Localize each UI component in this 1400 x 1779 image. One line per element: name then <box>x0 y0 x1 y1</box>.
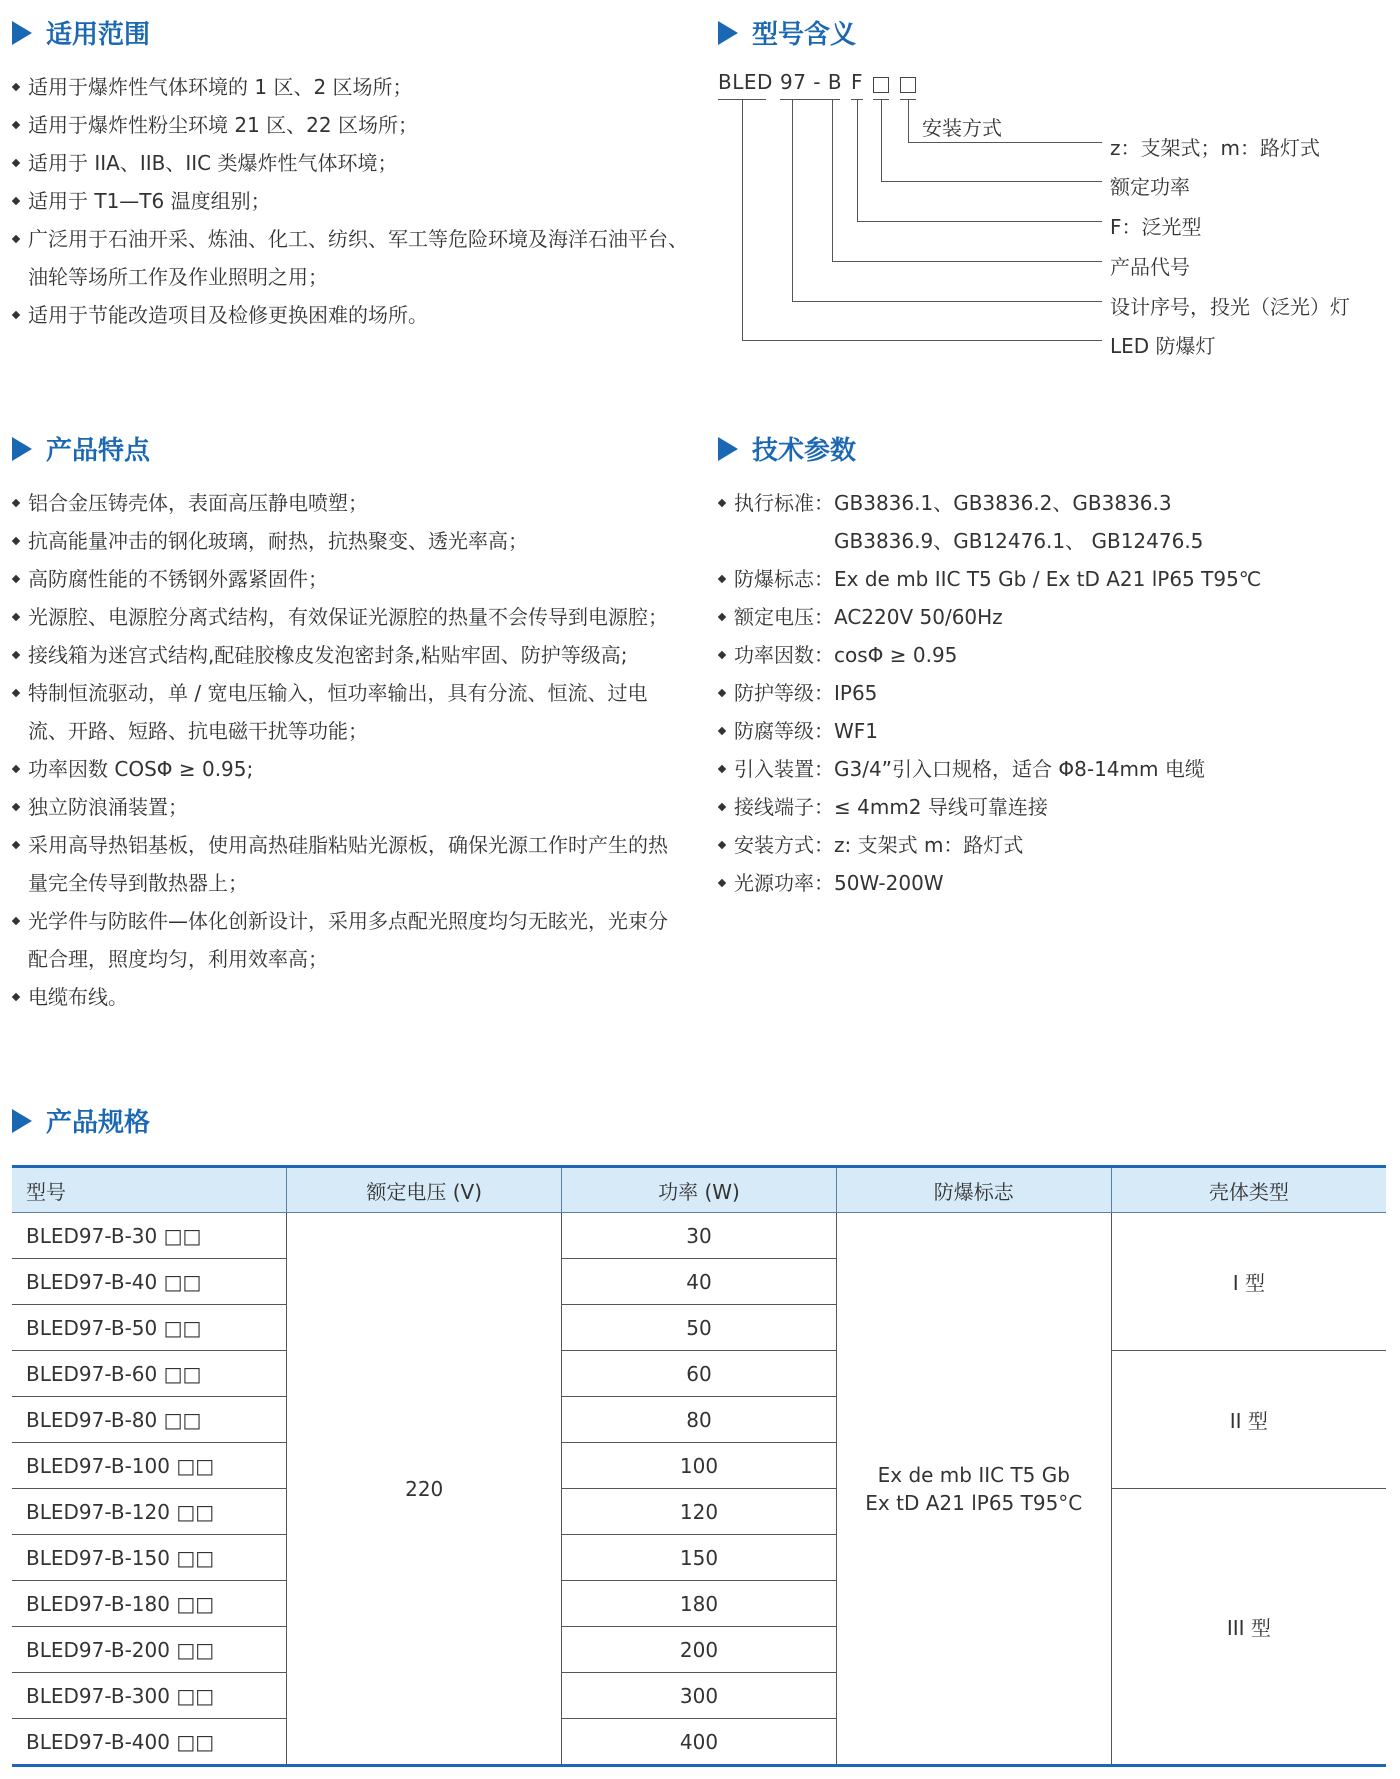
header-housing-type: 壳体类型 <box>1111 1167 1386 1213</box>
cell-model: BLED97-B-300 □□ <box>12 1673 287 1719</box>
features-list <box>12 484 684 1016</box>
list-item: 光学件与防眩件—体化创新设计，采用多点配光照度均匀无眩光，光束分配合理，照度均匀，利用效率高； <box>12 902 684 978</box>
table-header-row <box>12 1167 1386 1213</box>
cell-power: 150 <box>562 1535 837 1581</box>
list-item: 抗高能量冲击的钢化玻璃，耐热，抗热聚变、透光率高； <box>12 522 684 560</box>
param-rated-voltage: 额定电压： AC220V 50/60Hz <box>718 598 1388 636</box>
list-item: 适用于爆炸性气体环境的 1 区、2 区场所； <box>12 68 692 106</box>
table-row <box>12 1489 1386 1535</box>
code-part-f: F <box>851 70 864 94</box>
list-item: 适用于 IIA、IIB、IIC 类爆炸性气体环境； <box>12 144 692 182</box>
param-ex-mark: 防爆标志： Ex de mb IIC T5 Gb / Ex tD A21 lP65 T95℃ <box>718 560 1388 598</box>
cell-housing-type: II 型 <box>1111 1351 1386 1489</box>
param-cable-entry: 引入装置： G3/4”引入口规格，适合 Φ8-14mm 电缆 <box>718 750 1388 788</box>
meaning-mount-options: z：支架式；m：路灯式 <box>1110 136 1320 160</box>
header-voltage: 额定电压 (V) <box>287 1167 562 1213</box>
cell-model: BLED97-B-400 □□ <box>12 1719 287 1766</box>
header-model: 型号 <box>12 1167 287 1213</box>
list-item: 光源腔、电源腔分离式结构，有效保证光源腔的热量不会传导到电源腔； <box>12 598 684 636</box>
param-power-factor: 功率因数： cosΦ ≥ 0.95 <box>718 636 1388 674</box>
model-meaning-title: 型号含义 <box>718 14 856 51</box>
table-row <box>12 1213 1386 1259</box>
cell-power: 40 <box>562 1259 837 1305</box>
cell-power: 300 <box>562 1673 837 1719</box>
cell-model: BLED97-B-80 □□ <box>12 1397 287 1443</box>
list-item: 广泛用于石油开采、炼油、化工、纺织、军工等危险环境及海洋石油平台、油轮等场所工作及作业照明之用； <box>12 220 692 296</box>
param-protection-grade: 防护等级： IP65 <box>718 674 1388 712</box>
meaning-product-code: 产品代号 <box>1110 255 1190 279</box>
cell-power: 200 <box>562 1627 837 1673</box>
cell-power: 400 <box>562 1719 837 1766</box>
cell-power: 30 <box>562 1213 837 1259</box>
cell-power: 180 <box>562 1581 837 1627</box>
scope-list <box>12 68 692 334</box>
cell-model: BLED97-B-150 □□ <box>12 1535 287 1581</box>
list-item: 适用于节能改造项目及检修更换困难的场所。 <box>12 296 692 334</box>
model-code-diagram <box>718 68 1358 368</box>
list-item: 电缆布线。 <box>12 978 684 1016</box>
param-mounting: 安装方式： z: 支架式 m：路灯式 <box>718 826 1388 864</box>
cell-model: BLED97-B-50 □□ <box>12 1305 287 1351</box>
list-item: 高防腐性能的不锈钢外露紧固件； <box>12 560 684 598</box>
cell-model: BLED97-B-180 □□ <box>12 1581 287 1627</box>
header-power: 功率 (W) <box>562 1167 837 1213</box>
spec-title: 产品规格 <box>12 1102 150 1139</box>
list-item: 适用于 T1—T6 温度组别； <box>12 182 692 220</box>
tech-params-title: 技术参数 <box>718 430 856 467</box>
param-light-power: 光源功率： 50W-200W <box>718 864 1388 902</box>
cell-model: BLED97-B-100 □□ <box>12 1443 287 1489</box>
list-item: 特制恒流驱动，单 / 宽电压输入，恒功率输出，具有分流、恒流、过电流、开路、短路、抗电磁干扰等功能； <box>12 674 684 750</box>
triangle-bullet-icon <box>12 21 32 45</box>
scope-title: 适用范围 <box>12 14 150 51</box>
list-item: 适用于爆炸性粉尘环境 21 区、22 区场所； <box>12 106 692 144</box>
cell-housing-type: I 型 <box>1111 1213 1386 1351</box>
cell-model: BLED97-B-200 □□ <box>12 1627 287 1673</box>
param-anticorrosion-grade: 防腐等级： WF1 <box>718 712 1388 750</box>
cell-ex-mark: Ex de mb IIC T5 Gb Ex tD A21 lP65 T95°C <box>836 1213 1111 1766</box>
cell-power: 50 <box>562 1305 837 1351</box>
spec-table <box>12 1165 1386 1767</box>
cell-model: BLED97-B-60 □□ <box>12 1351 287 1397</box>
cell-power: 80 <box>562 1397 837 1443</box>
list-item: 接线箱为迷宫式结构,配硅胶橡皮发泡密封条,粘贴牢固、防护等级高; <box>12 636 684 674</box>
cell-power: 100 <box>562 1443 837 1489</box>
table-row <box>12 1351 1386 1397</box>
cell-model: BLED97-B-120 □□ <box>12 1489 287 1535</box>
cell-power: 60 <box>562 1351 837 1397</box>
triangle-bullet-icon <box>12 1109 32 1133</box>
cell-voltage: 220 <box>287 1213 562 1766</box>
list-item: 采用高导热铝基板，使用高热硅脂粘贴光源板，确保光源工作时产生的热量完全传导到散热器上； <box>12 826 684 902</box>
list-item: 独立防浪涌装置； <box>12 788 684 826</box>
code-part-series: 97 - B <box>780 70 843 94</box>
triangle-bullet-icon <box>718 21 738 45</box>
cell-housing-type: III 型 <box>1111 1489 1386 1766</box>
list-item: 铝合金压铸壳体，表面高压静电喷塑； <box>12 484 684 522</box>
param-standard: 执行标准： GB3836.1、GB3836.2、GB3836.3 GB3836.9、GB12476.1、 GB12476.5 <box>718 484 1388 560</box>
cell-power: 120 <box>562 1489 837 1535</box>
triangle-bullet-icon <box>718 437 738 461</box>
param-terminal: 接线端子： ≤ 4mm2 导线可靠连接 <box>718 788 1388 826</box>
meaning-design-serial: 设计序号，投光（泛光）灯 <box>1110 295 1350 319</box>
placeholder-box-mount <box>900 77 916 93</box>
features-title: 产品特点 <box>12 430 150 467</box>
list-item: 功率因数 COSΦ ≥ 0.95; <box>12 750 684 788</box>
meaning-floodlight: F：泛光型 <box>1110 215 1202 239</box>
meaning-led-lamp: LED 防爆灯 <box>1110 334 1216 358</box>
tech-params-list <box>718 484 1388 902</box>
placeholder-box-power <box>873 77 889 93</box>
meaning-rated-power: 额定功率 <box>1110 175 1190 199</box>
cell-model: BLED97-B-40 □□ <box>12 1259 287 1305</box>
cell-model: BLED97-B-30 □□ <box>12 1213 287 1259</box>
code-part-bled: BLED <box>718 70 773 94</box>
header-ex-mark: 防爆标志 <box>836 1167 1111 1213</box>
triangle-bullet-icon <box>12 437 32 461</box>
meaning-mount-type: 安装方式 <box>922 116 1002 140</box>
